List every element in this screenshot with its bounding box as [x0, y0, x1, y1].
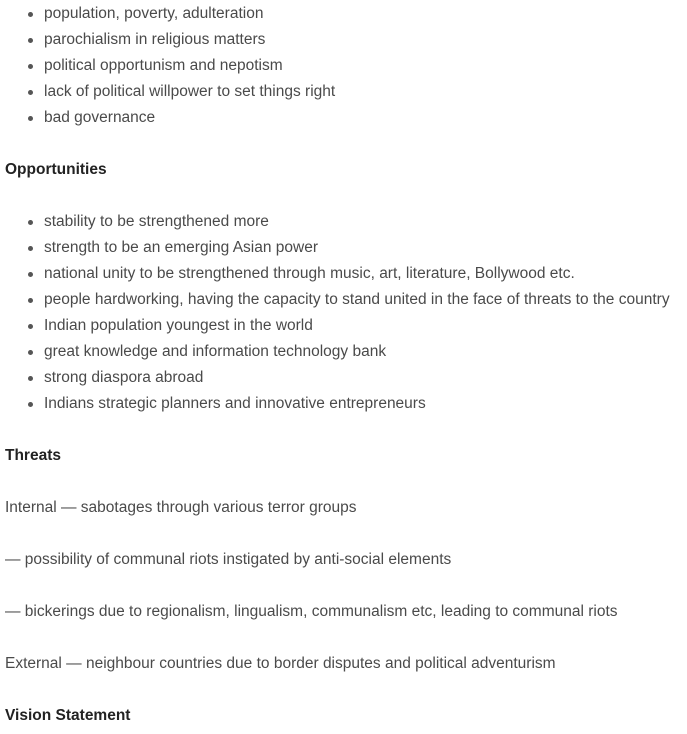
list-item: population, poverty, adulteration: [0, 1, 335, 27]
weaknesses-list: [0, 1, 335, 131]
list-item: people hardworking, having the capacity to stand united in the face of threats to the country: [0, 287, 670, 313]
list-item: Indians strategic planners and innovative entrepreneurs: [0, 391, 670, 417]
opportunities-list: [0, 209, 670, 417]
list-item: national unity to be strengthened through music, art, literature, Bollywood etc.: [0, 261, 670, 287]
list-item: stability to be strengthened more: [0, 209, 670, 235]
list-item: Indian population youngest in the world: [0, 313, 670, 339]
list-item: lack of political willpower to set things right: [0, 79, 335, 105]
threats-paragraph: — possibility of communal riots instigated by anti-social elements: [5, 551, 452, 568]
threats-paragraph: — bickerings due to regionalism, lingualism, communalism etc, leading to communal riots: [5, 603, 618, 620]
list-item: strong diaspora abroad: [0, 365, 670, 391]
threats-paragraph: Internal — sabotages through various terror groups: [5, 499, 357, 516]
list-item: political opportunism and nepotism: [0, 53, 335, 79]
vision-statement-heading: Vision Statement: [5, 707, 131, 724]
list-item: great knowledge and information technology bank: [0, 339, 670, 365]
list-item: bad governance: [0, 105, 335, 131]
opportunities-heading: Opportunities: [5, 161, 107, 178]
list-item: strength to be an emerging Asian power: [0, 235, 670, 261]
list-item: parochialism in religious matters: [0, 27, 335, 53]
threats-paragraph: External — neighbour countries due to border disputes and political adventurism: [5, 655, 556, 672]
threats-heading: Threats: [5, 447, 61, 464]
